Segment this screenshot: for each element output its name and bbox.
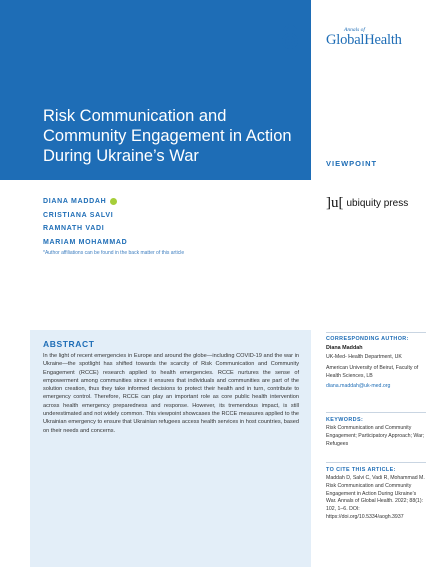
citation-section (326, 467, 426, 522)
keywords-heading: KEYWORDS: (326, 417, 364, 423)
citation-text[interactable]: Maddah D, Salvi C, Vadi R, Mohammad M. Risk Communication and Community Engagement in Action During Ukraine’s War. Annals of Global Health. 2022; 88(1): 102, 1–6. DOI: https://doi.org/10.5334/aogh.3937 (326, 475, 425, 520)
abstract-text: In the light of recent emergencies in Europe and around the globe—including COVID-19 and the war in Ukraine—the spotlight has shifted towards the scarcity of Risk Communication and Community Engagement (RCCE) research applied to health emergencies. RCCE nurtures the sense of empowerment among communities since it ensures that individuals and communities are part of the solution creation, thus they take informed decisions to protect their health and in turn, contribute to emergency control. Therefore, RCCE can play an important role as core public health intervention across health emergency preparedness and response. However, its tremendous impact, is still underestimated and not widely common. This viewpoint showcases the RCCE measures applied to the Ukrainian emergency to ensure that Ukrainian refugees access health services in host countries, based on their needs and concerns. (43, 353, 299, 434)
title-banner (0, 0, 311, 180)
journal-logo-small: Annals of (344, 27, 365, 33)
corresponding-author (326, 336, 426, 391)
keywords-text: Risk Communication and Community Engagement; Participatory Approach; War; Refugees (326, 425, 425, 447)
keywords-section (326, 417, 426, 448)
corresponding-affiliation-2: American University of Beirut, Faculty of Health Sciences, LB (326, 364, 419, 379)
citation-heading: TO CITE THIS ARTICLE: (326, 467, 396, 473)
abstract-box (30, 330, 311, 567)
orcid-icon[interactable] (110, 198, 117, 205)
corresponding-affiliation: UK-Med- Health Department, UK (326, 354, 402, 360)
publisher-logo[interactable] (326, 197, 408, 209)
article-type: VIEWPOINT (326, 159, 378, 168)
divider (326, 462, 426, 463)
corresponding-name: Diana Maddah (326, 345, 363, 351)
corresponding-heading: CORRESPONDING AUTHOR: (326, 336, 409, 342)
author-list (43, 195, 127, 249)
divider (326, 412, 426, 413)
article-title: Risk Communication and Community Engagement in Action During Ukraine’s War (43, 107, 292, 165)
corresponding-email-link[interactable]: diana.maddah@uk-med.org (326, 383, 391, 390)
author-name[interactable]: CRISTIANA SALVI (43, 211, 114, 219)
divider (326, 332, 426, 333)
open-access-lock-icon (280, 24, 300, 50)
journal-logo[interactable]: GlobalHealth (326, 32, 402, 48)
author-name[interactable]: MARIAM MOHAMMAD (43, 239, 128, 247)
author-name[interactable]: RAMNATH VADI (43, 225, 105, 233)
author-name[interactable]: DIANA MADDAH (43, 195, 127, 209)
affiliation-note: *Author affiliations can be found in the back matter of this article (43, 250, 185, 256)
abstract-heading: ABSTRACT (43, 339, 95, 349)
ubiquity-mark-icon: ]u[ (326, 195, 344, 211)
publisher-name: ubiquity press (346, 197, 409, 209)
